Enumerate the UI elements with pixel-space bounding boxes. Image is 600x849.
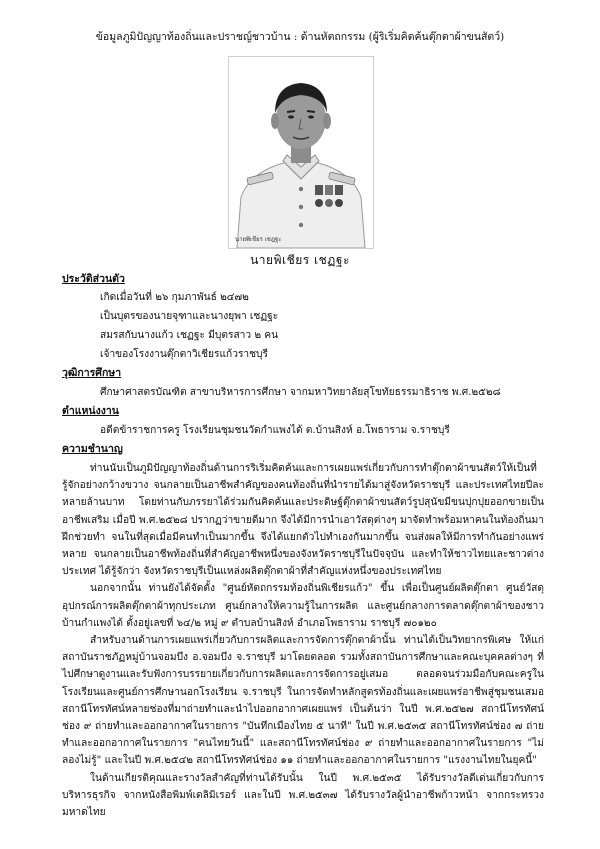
expertise-paragraph: สำหรับงานด้านการเผยแพร่เกี่ยวกับการผลิตและการจัดการตุ๊กตาผ้านั้น ท่านได้เป็นวิทยากรพิเศษ ให้แก่สถาบันราชภัฏหมู่บ้านจอมบึง อ.จอมบึง จ.ราชบุรี มาโดยตลอด รวมทั้งสถาบันการศึกษาและคณะบุคคลต่างๆ ที่ไปศึกษาดูงานและรับฟังการบรรยายเกี่ยวกับการผลิตและการจัดการอยู่เสมอ ตลอดจนร่วมมือกับคณะครูในโรงเรียนและศูนย์การศึกษานอกโรงเรียน จ.ราชบุรี ในการจัดทำหลักสูตรท้องถิ่นและเผยแพร่อาชีพสู่ชุมชนเสมอ สถานีโทรทัศน์หลายช่องที่มาถ่ายทำและนำไปออกอากาศเผยแพร่ เป็นต้นว่า ในปี พ.ศ.๒๕๒๗ สถานีโทรทัศน์ช่อง ๙ ถ่ายทำและออกอากาศในรายการ "บันทึกเมืองไทย ๕ นาที" ในปี พ.ศ.๒๕๓๕ สถานีโทรทัศน์ช่อง ๗ ถ่ายทำและออกอากาศในรายการ "คนไทยวันนี้" และสถานีโทรทัศน์ช่อง ๙ ถ่ายทำและออกอากาศในรายการ "ไม่ลองไม่รู้" และในปี พ.ศ.๒๕๔๒ สถานีโทรทัศน์ช่อง ๑๑ ถ่ายทำและออกอากาศในรายการ "แรงงานไทยในยุคนี้" <box>62 635 544 767</box>
biography-line: สมรสกับนางแก้ว เชฏฐะ มีบุตรสาว ๒ คน <box>100 330 279 341</box>
document-title: ข้อมูลภูมิปัญญาท้องถิ่นและปราชญ์ชาวบ้าน : ด้านหัตถกรรม (ผู้ริเริ่มคิดค้นตุ๊กตาผ้าขนสัตว์) <box>95 31 505 43</box>
portrait-illustration <box>229 57 373 248</box>
portrait-photo <box>228 56 374 249</box>
biography-line: เจ้าของโรงงานตุ๊กตาวิเชียรแก้วราชบุรี <box>100 349 268 360</box>
biography-heading: ประวัติส่วนตัว <box>62 273 125 285</box>
education-line: ศึกษาศาสตรบัณฑิต สาขาบริหารการศึกษา จากมหาวิทยาลัยสุโขทัยธรรมาธิราช พ.ศ.๒๕๒๘ <box>100 387 501 398</box>
biography-line: เกิดเมื่อวันที่ ๒๖ กุมภาพันธ์ ๒๔๗๒ <box>100 292 249 303</box>
person-name: นายพิเชียร เชฏฐะ <box>250 253 350 267</box>
expertise-paragraph: ในด้านเกียรติคุณและรางวัลสำคัญที่ท่านได้รับนั้น ในปี พ.ศ.๒๕๓๕ ได้รับรางวัลดีเด่นเกี่ยวกับการบริหารธุรกิจ จากหนังสือพิมพ์เดลิมิเรอร์ และในปี พ.ศ.๒๕๓๗ ได้รับรางวัลผู้นำอาชีพก้าวหน้า จากกระทรวงมหาดไทย <box>62 772 544 819</box>
expertise-body <box>62 460 544 821</box>
expertise-paragraph: นอกจากนั้น ท่านยังได้จัดตั้ง "ศูนย์หัตถกรรมท้องถิ่นพิเชียรแก้ว" ขึ้น เพื่อเป็นศูนย์ผลิตตุ๊กตา ศูนย์วัสดุอุปกรณ์การผลิตตุ๊กตาผ้าทุกประเภท ศูนย์กลางให้ความรู้ในการผลิต และศูนย์กลางการตลาดตุ๊กตาผ้าของชาวบ้านกำแพงได้ ตั้งอยู่เลขที่ ๖๔/๒ หมู่ ๙ ตำบลบ้านสิงห์ อำเภอโพธาราม ราชบุรี ๗๐๑๒๐ <box>62 583 544 629</box>
expertise-heading: ความชำนาญ <box>62 443 123 455</box>
expertise-paragraph: ท่านนับเป็นภูมิปัญญาท้องถิ่นด้านการริเริ่มคิดค้นและการเผยแพร่เกี่ยวกับการทำตุ๊กตาผ้าขนสัตว์ให้เป็นที่รู้จักอย่างกว้างขวาง จนกลายเป็นอาชีพสำคัญของคนท้องถิ่นที่นำรายได้มาสู่จังหวัดราชบุรี และประเทศไทยปีละหลายล้านบาท โดยท่านกับภรรยาได้ร่วมกันคิดค้นและประดิษฐ์ตุ๊กตาผ้าขนสัตว์รูปสุนัขมีขนปุกปุยออกขายเป็นอาชีพเสริม เมื่อปี พ.ศ.๒๕๒๘ ปรากฏว่าขายดีมาก จึงได้มีการนำเอาวัสดุต่างๆ มาจัดทำพร้อมหาคนในท้องถิ่นมาฝึกช่วยทำ จนในที่สุดเมื่อมีคนทำเป็นมากขึ้น จึงได้แยกตัวไปทำเองกันมากขึ้น จนส่งผลให้มีการทำกันอย่างแพร่หลาย จนกลายเป็นอาชีพท้องถิ่นที่สำคัญอาชีพหนึ่งของจังหวัดราชบุรีในปัจจุบัน และทำให้ชาวไทยและชาวต่างประเทศ ได้รู้จักว่า จังหวัดราชบุรีเป็นแหล่งผลิตตุ๊กตาผ้าที่สำคัญแห่งหนึ่งของประเทศไทย <box>62 463 544 578</box>
portrait-inscription: นายพิเชียร เชฎฐะ <box>235 236 282 243</box>
position-heading: ตำแหน่งงาน <box>62 405 119 417</box>
position-line: อดีตข้าราชการครู โรงเรียนชุมชนวัดกำแพงได้ ต.บ้านสิงห์ อ.โพธาราม จ.ราชบุรี <box>100 425 450 436</box>
biography-line: เป็นบุตรของนายจุฑาและนางยุพา เชฏฐะ <box>100 311 279 322</box>
education-heading: วุฒิการศึกษา <box>62 367 122 379</box>
